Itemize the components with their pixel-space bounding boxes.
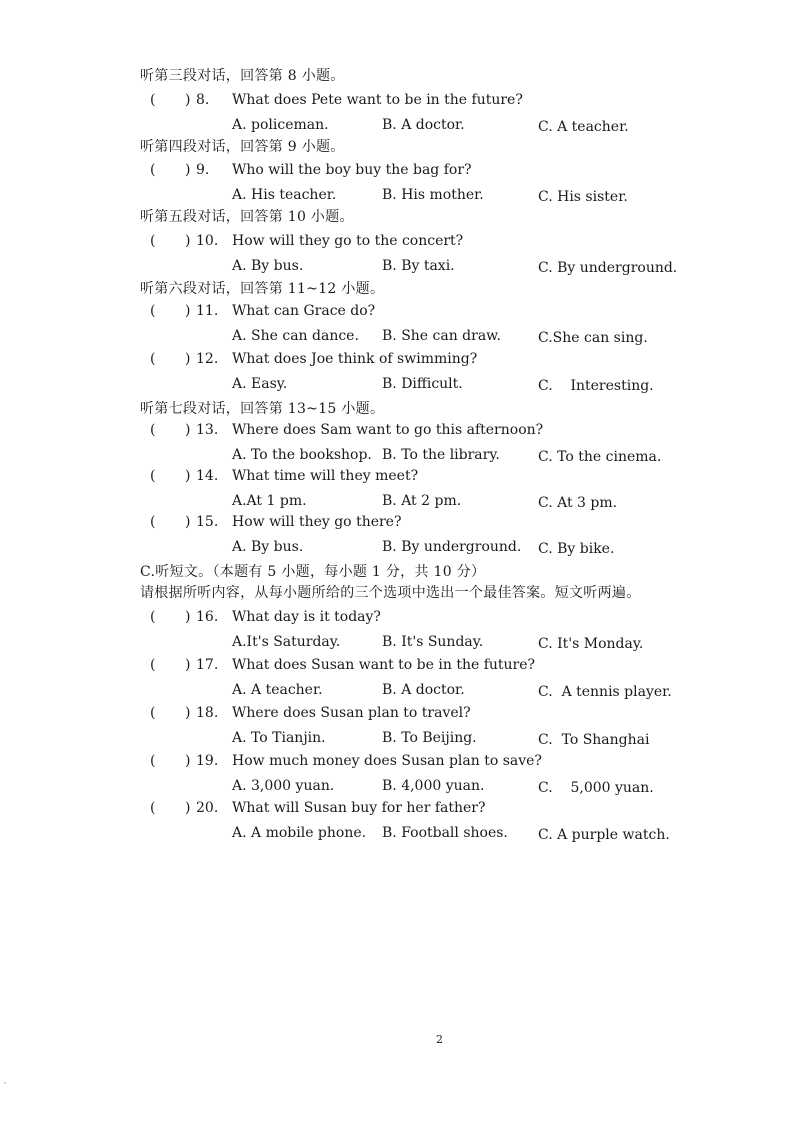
option-c: C. At 3 pm. xyxy=(538,495,618,511)
option-a: A. His teacher. xyxy=(232,187,337,203)
answer-paren-close: ) xyxy=(185,162,191,178)
answer-paren-close: ) xyxy=(185,92,191,108)
answer-paren-close: ) xyxy=(185,609,191,625)
answer-paren-close: ) xyxy=(185,753,191,769)
answer-paren-open[interactable]: ( xyxy=(150,753,156,769)
answer-paren-close: ) xyxy=(185,233,191,249)
option-a: A. 3,000 yuan. xyxy=(232,778,335,794)
answer-paren-open[interactable]: ( xyxy=(150,514,156,530)
option-a: A. Easy. xyxy=(232,376,288,392)
answer-paren-open[interactable]: ( xyxy=(150,233,156,249)
section-header-7: 听第七段对话，回答第 13~15 小题。 xyxy=(140,401,385,417)
option-c: C. A tennis player. xyxy=(538,684,672,700)
question-number: 18. xyxy=(196,705,219,721)
option-b: B. By taxi. xyxy=(382,258,455,274)
option-b: B. Football shoes. xyxy=(382,825,508,841)
option-b: B. His mother. xyxy=(382,187,484,203)
option-a: A. To Tianjin. xyxy=(232,730,326,746)
question-number: 20. xyxy=(196,800,219,816)
option-b: B. She can draw. xyxy=(382,328,501,344)
answer-paren-close: ) xyxy=(185,800,191,816)
answer-paren-close: ) xyxy=(185,303,191,319)
option-b: B. To the library. xyxy=(382,447,500,463)
question-number: 12. xyxy=(196,351,219,367)
option-b: B. Difficult. xyxy=(382,376,463,392)
answer-paren-open[interactable]: ( xyxy=(150,303,156,319)
part-c-instruction: 请根据所听内容，从每小题所给的三个选项中选出一个最佳答案。短文听两遍。 xyxy=(140,585,641,601)
option-b: B. To Beijing. xyxy=(382,730,477,746)
option-c: C. It's Monday. xyxy=(538,636,644,652)
page-number: 2 xyxy=(436,1033,443,1046)
option-a: A. A mobile phone. xyxy=(232,825,367,841)
answer-paren-open[interactable]: ( xyxy=(150,657,156,673)
option-c: C. A purple watch. xyxy=(538,827,670,843)
option-b: B. 4,000 yuan. xyxy=(382,778,485,794)
option-b: B. A doctor. xyxy=(382,682,465,698)
answer-paren-close: ) xyxy=(185,514,191,530)
option-a: A. To the bookshop. xyxy=(232,447,372,463)
option-c: C. Interesting. xyxy=(538,378,654,394)
scan-speck xyxy=(4,1082,6,1084)
question-text: Where does Susan plan to travel? xyxy=(232,705,471,721)
question-number: 11. xyxy=(196,303,219,319)
answer-paren-open[interactable]: ( xyxy=(150,92,156,108)
answer-paren-close: ) xyxy=(185,468,191,484)
option-b: B. By underground. xyxy=(382,539,522,555)
question-text: What will Susan buy for her father? xyxy=(232,800,486,816)
option-c: C. By underground. xyxy=(538,260,678,276)
question-text: Who will the boy buy the bag for? xyxy=(232,162,472,178)
option-c: C. By bike. xyxy=(538,541,615,557)
option-a: A.At 1 pm. xyxy=(232,493,307,509)
answer-paren-open[interactable]: ( xyxy=(150,422,156,438)
option-a: A. By bus. xyxy=(232,539,304,555)
question-text: Where does Sam want to go this afternoon? xyxy=(232,422,544,438)
question-text: What does Susan want to be in the future? xyxy=(232,657,536,673)
question-number: 10. xyxy=(196,233,219,249)
question-number: 19. xyxy=(196,753,219,769)
option-c: C. To the cinema. xyxy=(538,449,662,465)
answer-paren-close: ) xyxy=(185,422,191,438)
answer-paren-open[interactable]: ( xyxy=(150,705,156,721)
section-header-5: 听第五段对话，回答第 10 小题。 xyxy=(140,209,354,225)
answer-paren-close: ) xyxy=(185,351,191,367)
option-a: A. A teacher. xyxy=(232,682,323,698)
question-number: 17. xyxy=(196,657,219,673)
question-number: 13. xyxy=(196,422,219,438)
answer-paren-open[interactable]: ( xyxy=(150,351,156,367)
option-c: C. His sister. xyxy=(538,189,628,205)
section-header-3: 听第三段对话，回答第 8 小题。 xyxy=(140,68,345,84)
option-c: C. To Shanghai xyxy=(538,732,650,748)
question-number: 9. xyxy=(196,162,210,178)
option-a: A. policeman. xyxy=(232,117,329,133)
question-text: What does Joe think of swimming? xyxy=(232,351,478,367)
option-c: C.She can sing. xyxy=(538,330,648,346)
question-text: What can Grace do? xyxy=(232,303,376,319)
option-c: C. 5,000 yuan. xyxy=(538,780,654,796)
option-c: C. A teacher. xyxy=(538,119,629,135)
section-header-4: 听第四段对话，回答第 9 小题。 xyxy=(140,139,345,155)
option-b: B. It's Sunday. xyxy=(382,634,484,650)
question-number: 8. xyxy=(196,92,210,108)
question-number: 16. xyxy=(196,609,219,625)
option-b: B. At 2 pm. xyxy=(382,493,462,509)
answer-paren-open[interactable]: ( xyxy=(150,609,156,625)
option-a: A.It's Saturday. xyxy=(232,634,341,650)
question-number: 14. xyxy=(196,468,219,484)
answer-paren-open[interactable]: ( xyxy=(150,468,156,484)
option-a: A. She can dance. xyxy=(232,328,359,344)
section-header-6: 听第六段对话，回答第 11~12 小题。 xyxy=(140,281,385,297)
question-text: How will they go to the concert? xyxy=(232,233,464,249)
question-text: How much money does Susan plan to save? xyxy=(232,753,542,769)
answer-paren-open[interactable]: ( xyxy=(150,162,156,178)
part-c-title: C.听短文。（本题有 5 小题，每小题 1 分，共 10 分） xyxy=(140,564,486,580)
option-b: B. A doctor. xyxy=(382,117,465,133)
question-text: What day is it today? xyxy=(232,609,381,625)
question-number: 15. xyxy=(196,514,219,530)
answer-paren-open[interactable]: ( xyxy=(150,800,156,816)
answer-paren-close: ) xyxy=(185,705,191,721)
answer-paren-close: ) xyxy=(185,657,191,673)
question-text: What time will they meet? xyxy=(232,468,419,484)
question-text: How will they go there? xyxy=(232,514,402,530)
question-text: What does Pete want to be in the future? xyxy=(232,92,523,108)
option-a: A. By bus. xyxy=(232,258,304,274)
